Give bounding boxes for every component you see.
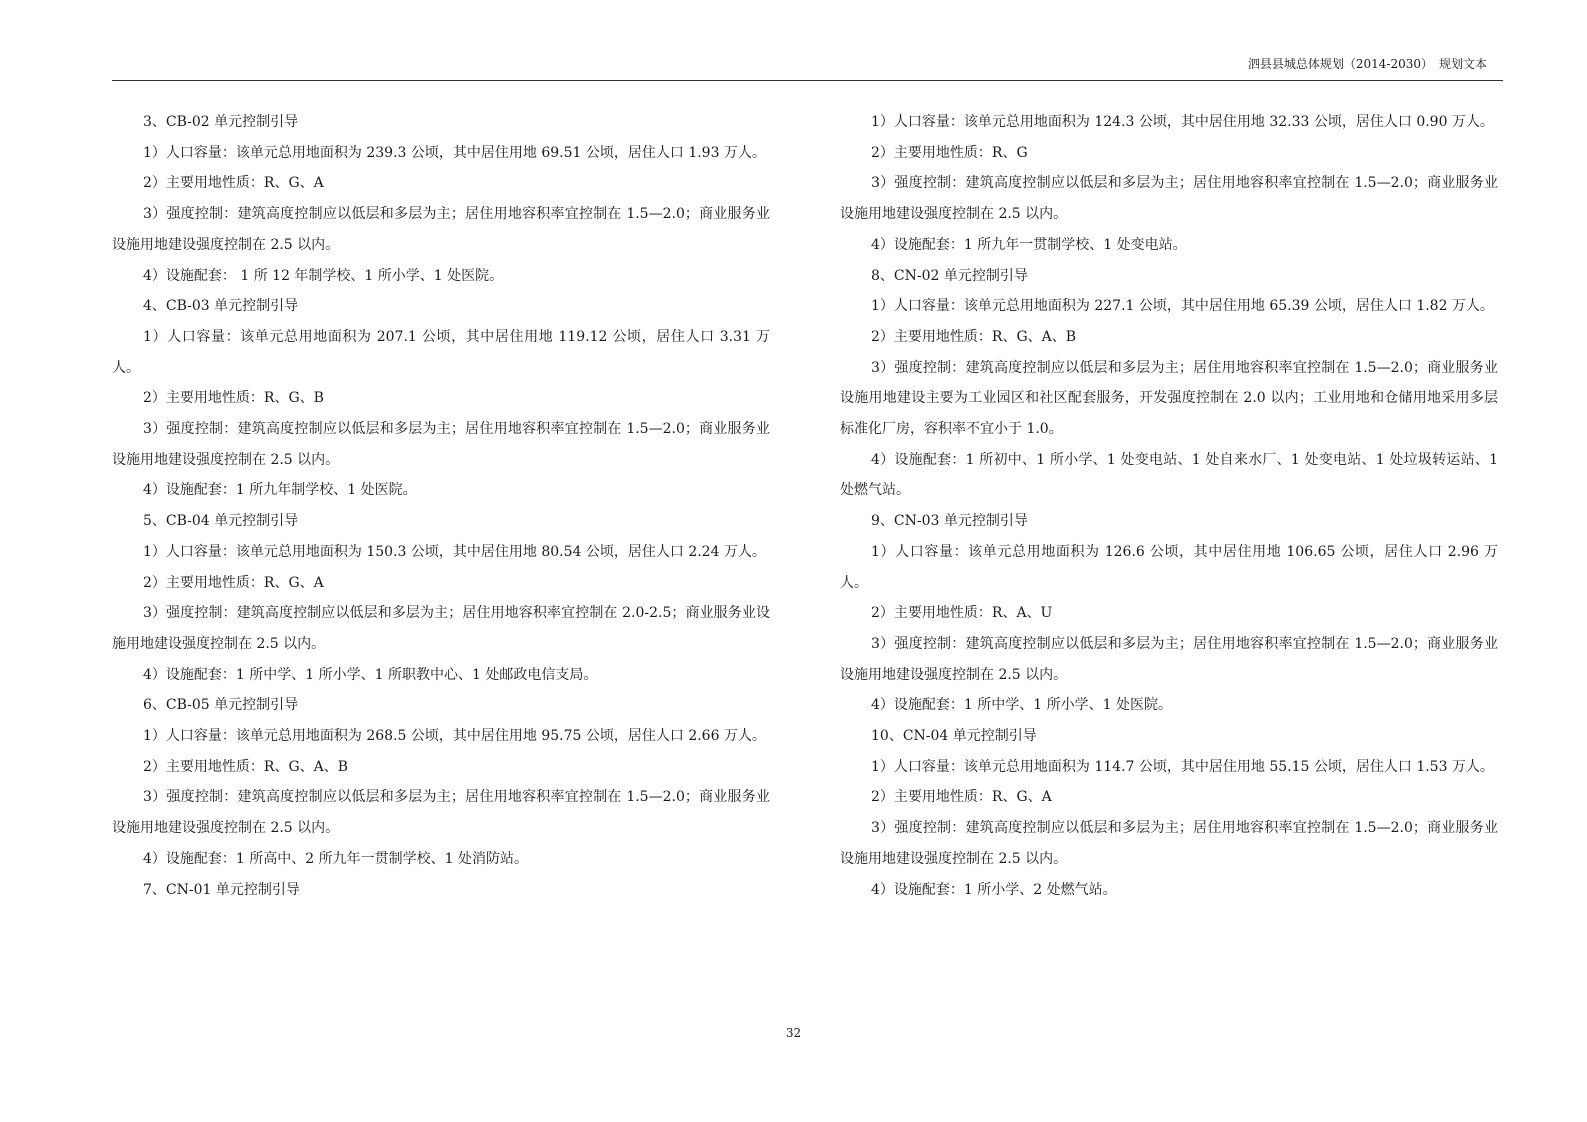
left-column (112, 107, 770, 905)
paragraph: 1）人口容量：该单元总用地面积为 124.3 公顷，其中居住用地 32.33 公顷，居住人口 0.90 万人。 (871, 114, 1494, 130)
section-heading-cb05: 6、CB-05 单元控制引导 (143, 697, 299, 714)
page-number: 32 (785, 1026, 802, 1040)
paragraph: 2）主要用地性质：R、G、A、B (871, 328, 1077, 345)
paragraph: 1）人口容量：该单元总用地面积为 114.7 公顷，其中居住用地 55.15 公顷，居住人口 1.53 万人。 (871, 758, 1494, 775)
paragraph: 2）主要用地性质：R、G、B (143, 390, 324, 407)
paragraph: 3）强度控制：建筑高度控制应以低层和多层为主；居住用地容积率宜控制在 2.0-2.5；商业服务业设施用地建设强度控制在 2.5 以内。 (112, 605, 770, 652)
paragraph: 1）人口容量：该单元总用地面积为 126.6 公顷，其中居住用地 106.65 公顷，居住人口 2.96 万人。 (840, 543, 1498, 591)
paragraph: 2）主要用地性质：R、G、A (143, 574, 324, 591)
paragraph: 2）主要用地性质：R、G、A、B (143, 758, 349, 775)
header-rule (112, 80, 1503, 81)
section-heading-cn04: 10、CN-04 单元控制引导 (871, 728, 1037, 745)
paragraph: 1）人口容量：该单元总用地面积为 150.3 公顷，其中居住用地 80.54 公顷，居住人口 2.24 万人。 (143, 543, 766, 560)
paragraph: 4）设施配套： 1 所 12 年制学校、1 所小学、1 处医院。 (143, 267, 504, 284)
running-header: 泗县县城总体规划（2014-2030） 规划文本 (1247, 57, 1487, 71)
paragraph: 2）主要用地性质：R、G、A (871, 789, 1052, 806)
paragraph: 3）强度控制：建筑高度控制应以低层和多层为主；居住用地容积率宜控制在 1.5—2.0；商业服务业设施用地建设主要为工业园区和社区配套服务，开发强度控制在 2.0 以内；工业用地和仓储用地采用多层标准化厂房，容积率不宜小于 1.0。 (840, 359, 1498, 438)
paragraph: 3）强度控制：建筑高度控制应以低层和多层为主；居住用地容积率宜控制在 1.5—2.0；商业服务业设施用地建设强度控制在 2.5 以内。 (112, 206, 770, 253)
section-heading-cn02: 8、CN-02 单元控制引导 (871, 267, 1028, 284)
paragraph: 4）设施配套：1 所九年一贯制学校、1 处变电站。 (871, 236, 1187, 253)
paragraph: 1）人口容量：该单元总用地面积为 239.3 公顷，其中居住用地 69.51 公顷，居住人口 1.93 万人。 (143, 144, 766, 161)
paragraph: 3）强度控制：建筑高度控制应以低层和多层为主；居住用地容积率宜控制在 1.5—2.0；商业服务业设施用地建设强度控制在 2.5 以内。 (112, 421, 770, 468)
paragraph: 4）设施配套：1 所小学、2 处燃气站。 (871, 881, 1117, 898)
section-heading-cb03: 4、CB-03 单元控制引导 (143, 298, 299, 315)
paragraph: 1）人口容量：该单元总用地面积为 268.5 公顷，其中居住用地 95.75 公顷，居住人口 2.66 万人。 (143, 728, 766, 745)
paragraph: 1）人口容量：该单元总用地面积为 227.1 公顷，其中居住用地 65.39 公顷，居住人口 1.82 万人。 (871, 298, 1494, 315)
paragraph: 4）设施配套：1 所中学、1 所小学、1 所职教中心、1 处邮政电信支局。 (143, 666, 598, 683)
paragraph: 2）主要用地性质：R、G、A (143, 175, 324, 192)
section-heading-cn01: 7、CN-01 单元控制引导 (143, 881, 300, 898)
paragraph: 2）主要用地性质：R、G (871, 144, 1028, 161)
section-heading-cb02: 3、CB-02 单元控制引导 (143, 114, 299, 130)
paragraph: 1）人口容量：该单元总用地面积为 207.1 公顷，其中居住用地 119.12 公顷，居住人口 3.31 万人。 (112, 328, 770, 376)
paragraph: 3）强度控制：建筑高度控制应以低层和多层为主；居住用地容积率宜控制在 1.5—2.0；商业服务业设施用地建设强度控制在 2.5 以内。 (840, 175, 1498, 223)
paragraph: 4）设施配套：1 所高中、2 所九年一贯制学校、1 处消防站。 (143, 850, 528, 867)
paragraph: 2）主要用地性质：R、A、U (871, 605, 1053, 622)
paragraph: 3）强度控制：建筑高度控制应以低层和多层为主；居住用地容积率宜控制在 1.5—2.0；商业服务业设施用地建设强度控制在 2.5 以内。 (840, 820, 1498, 867)
paragraph: 4）设施配套：1 所九年制学校、1 处医院。 (143, 482, 417, 499)
section-heading-cn03: 9、CN-03 单元控制引导 (871, 513, 1028, 530)
paragraph: 3）强度控制：建筑高度控制应以低层和多层为主；居住用地容积率宜控制在 1.5—2.0；商业服务业设施用地建设强度控制在 2.5 以内。 (112, 789, 770, 837)
paragraph: 4）设施配套：1 所初中、1 所小学、1 处变电站、1 处自来水厂、1 处变电站、1 处垃圾转运站、1 处燃气站。 (840, 451, 1498, 499)
right-column (840, 107, 1498, 905)
section-heading-cb04: 5、CB-04 单元控制引导 (143, 513, 299, 530)
paragraph: 4）设施配套：1 所中学、1 所小学、1 处医院。 (871, 697, 1172, 714)
paragraph: 3）强度控制：建筑高度控制应以低层和多层为主；居住用地容积率宜控制在 1.5—2.0；商业服务业设施用地建设强度控制在 2.5 以内。 (840, 635, 1498, 683)
